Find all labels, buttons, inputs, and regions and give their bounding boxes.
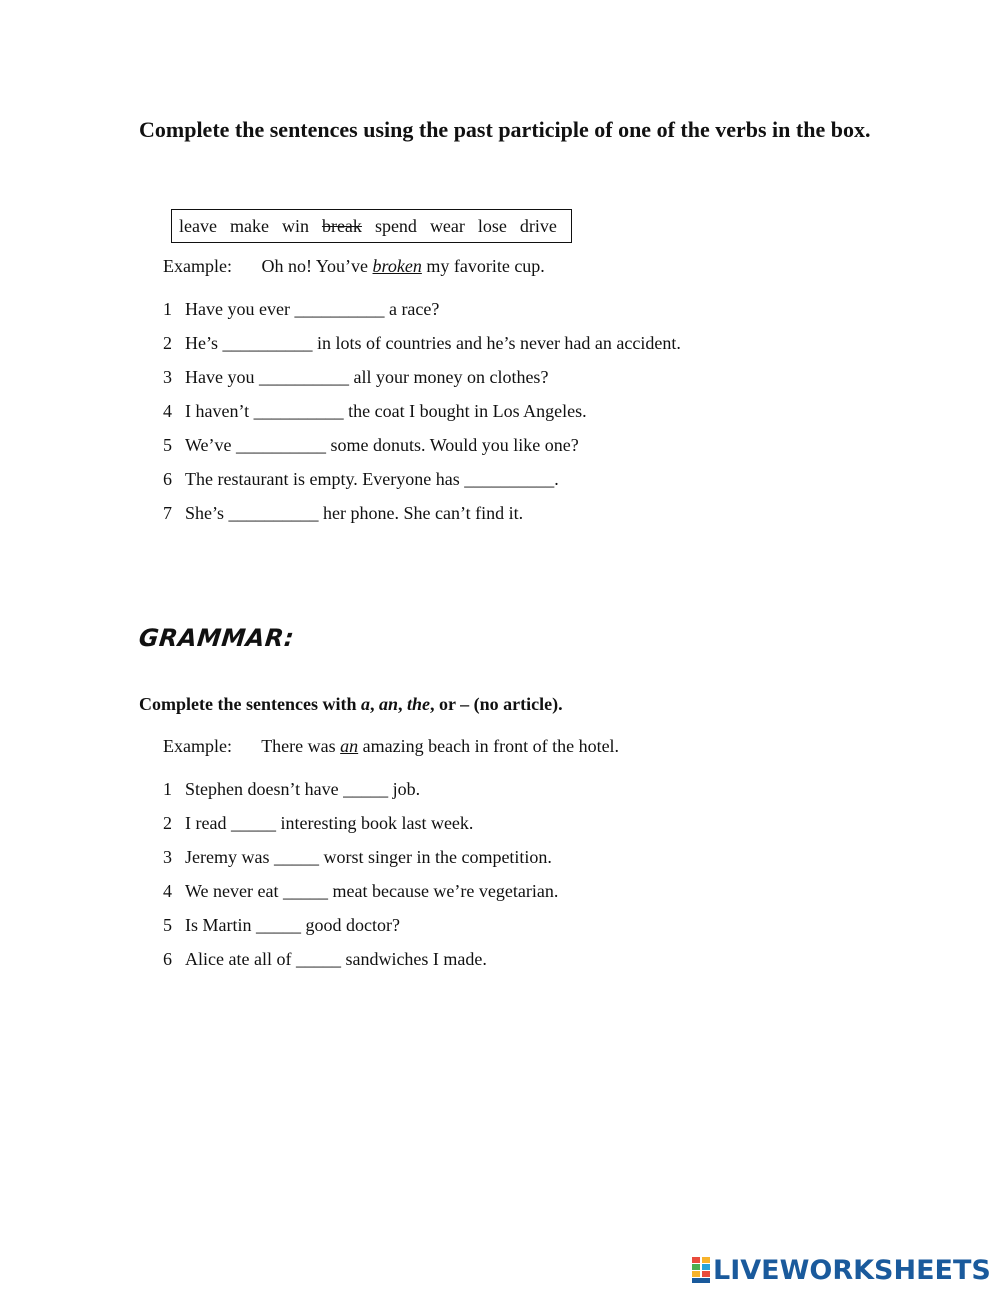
box-word: drive <box>519 215 557 236</box>
instruction-part: Complete the sentences with <box>139 694 361 714</box>
sentence-number: 4 <box>163 401 172 421</box>
instruction-separator: , <box>397 694 407 714</box>
example-text-before: There was <box>261 736 336 756</box>
sentence-item <box>163 942 558 976</box>
sentence-number: 1 <box>163 779 172 799</box>
exercise1-example <box>163 256 545 277</box>
sentence-number: 5 <box>163 915 172 935</box>
sentence-text: I read _____ interesting book last week. <box>185 813 474 833</box>
sentence-item <box>163 394 681 428</box>
sentence-item <box>163 428 681 462</box>
instruction-part: , or – (no article). <box>430 694 563 714</box>
example-answer: broken <box>372 256 422 276</box>
sentence-item <box>163 806 558 840</box>
example-answer: an <box>340 736 359 756</box>
sentence-item <box>163 326 681 360</box>
sentence-text: He’s __________ in lots of countries and he’s never had an accident. <box>185 333 681 353</box>
sentence-text: Stephen doesn’t have _____ job. <box>185 779 421 799</box>
sentence-item <box>163 874 558 908</box>
exercise1-instruction: Complete the sentences using the past participle of one of the verbs in the box. <box>139 117 871 142</box>
box-word: break <box>321 215 362 236</box>
sentence-item <box>163 840 558 874</box>
sentence-number: 3 <box>163 847 172 867</box>
box-word: make <box>229 215 269 236</box>
verb-word-box <box>171 209 572 243</box>
sentence-number: 5 <box>163 435 172 455</box>
example-text-before: Oh no! You’ve <box>261 256 369 276</box>
sentence-number: 3 <box>163 367 172 387</box>
instruction-separator: , <box>369 694 379 714</box>
example-label: Example: <box>163 736 232 756</box>
liveworksheets-logo[interactable] <box>692 1253 991 1287</box>
sentence-text: We’ve __________ some donuts. Would you like one? <box>185 435 579 455</box>
example-text-after: amazing beach in front of the hotel. <box>362 736 620 756</box>
instruction-article-a: a <box>360 694 370 714</box>
sentence-number: 6 <box>163 949 172 969</box>
sentence-item <box>163 360 681 394</box>
sentence-text: She’s __________ her phone. She can’t find it. <box>185 503 524 523</box>
logo-text: LIVEWORKSHEETS <box>713 1254 991 1286</box>
sentence-text: The restaurant is empty. Everyone has __________. <box>185 469 559 489</box>
box-word: wear <box>429 215 465 236</box>
box-word: win <box>281 215 309 236</box>
box-word: lose <box>477 215 507 236</box>
sentence-text: Have you ever __________ a race? <box>185 299 440 319</box>
sentence-item <box>163 496 681 530</box>
box-word: spend <box>374 215 417 236</box>
grammar-sentence-list <box>163 772 558 976</box>
instruction-article-an: an <box>378 694 398 714</box>
sentence-number: 2 <box>163 813 172 833</box>
sentence-number: 2 <box>163 333 172 353</box>
grammar-example <box>163 736 619 757</box>
example-label: Example: <box>163 256 232 276</box>
sentence-item <box>163 292 681 326</box>
example-text-after: my favorite cup. <box>426 256 545 276</box>
sentence-number: 1 <box>163 299 172 319</box>
box-word: leave <box>179 215 217 236</box>
liveworksheets-logo-icon <box>692 1257 710 1283</box>
sentence-text: Jeremy was _____ worst singer in the competition. <box>185 847 552 867</box>
sentence-number: 4 <box>163 881 172 901</box>
sentence-text: Have you __________ all your money on clothes? <box>185 367 549 387</box>
grammar-instruction <box>139 694 563 715</box>
instruction-article-the: the <box>406 694 430 714</box>
sentence-text: Alice ate all of _____ sandwiches I made. <box>185 949 487 969</box>
sentence-item <box>163 462 681 496</box>
sentence-number: 7 <box>163 503 172 523</box>
sentence-text: Is Martin _____ good doctor? <box>185 915 400 935</box>
sentence-number: 6 <box>163 469 172 489</box>
sentence-text: We never eat _____ meat because we’re vegetarian. <box>185 881 559 901</box>
sentence-item <box>163 908 558 942</box>
sentence-text: I haven’t __________ the coat I bought in Los Angeles. <box>185 401 587 421</box>
exercise1-sentence-list <box>163 292 681 530</box>
sentence-item <box>163 772 558 806</box>
grammar-heading: GRAMMAR: <box>137 624 296 652</box>
